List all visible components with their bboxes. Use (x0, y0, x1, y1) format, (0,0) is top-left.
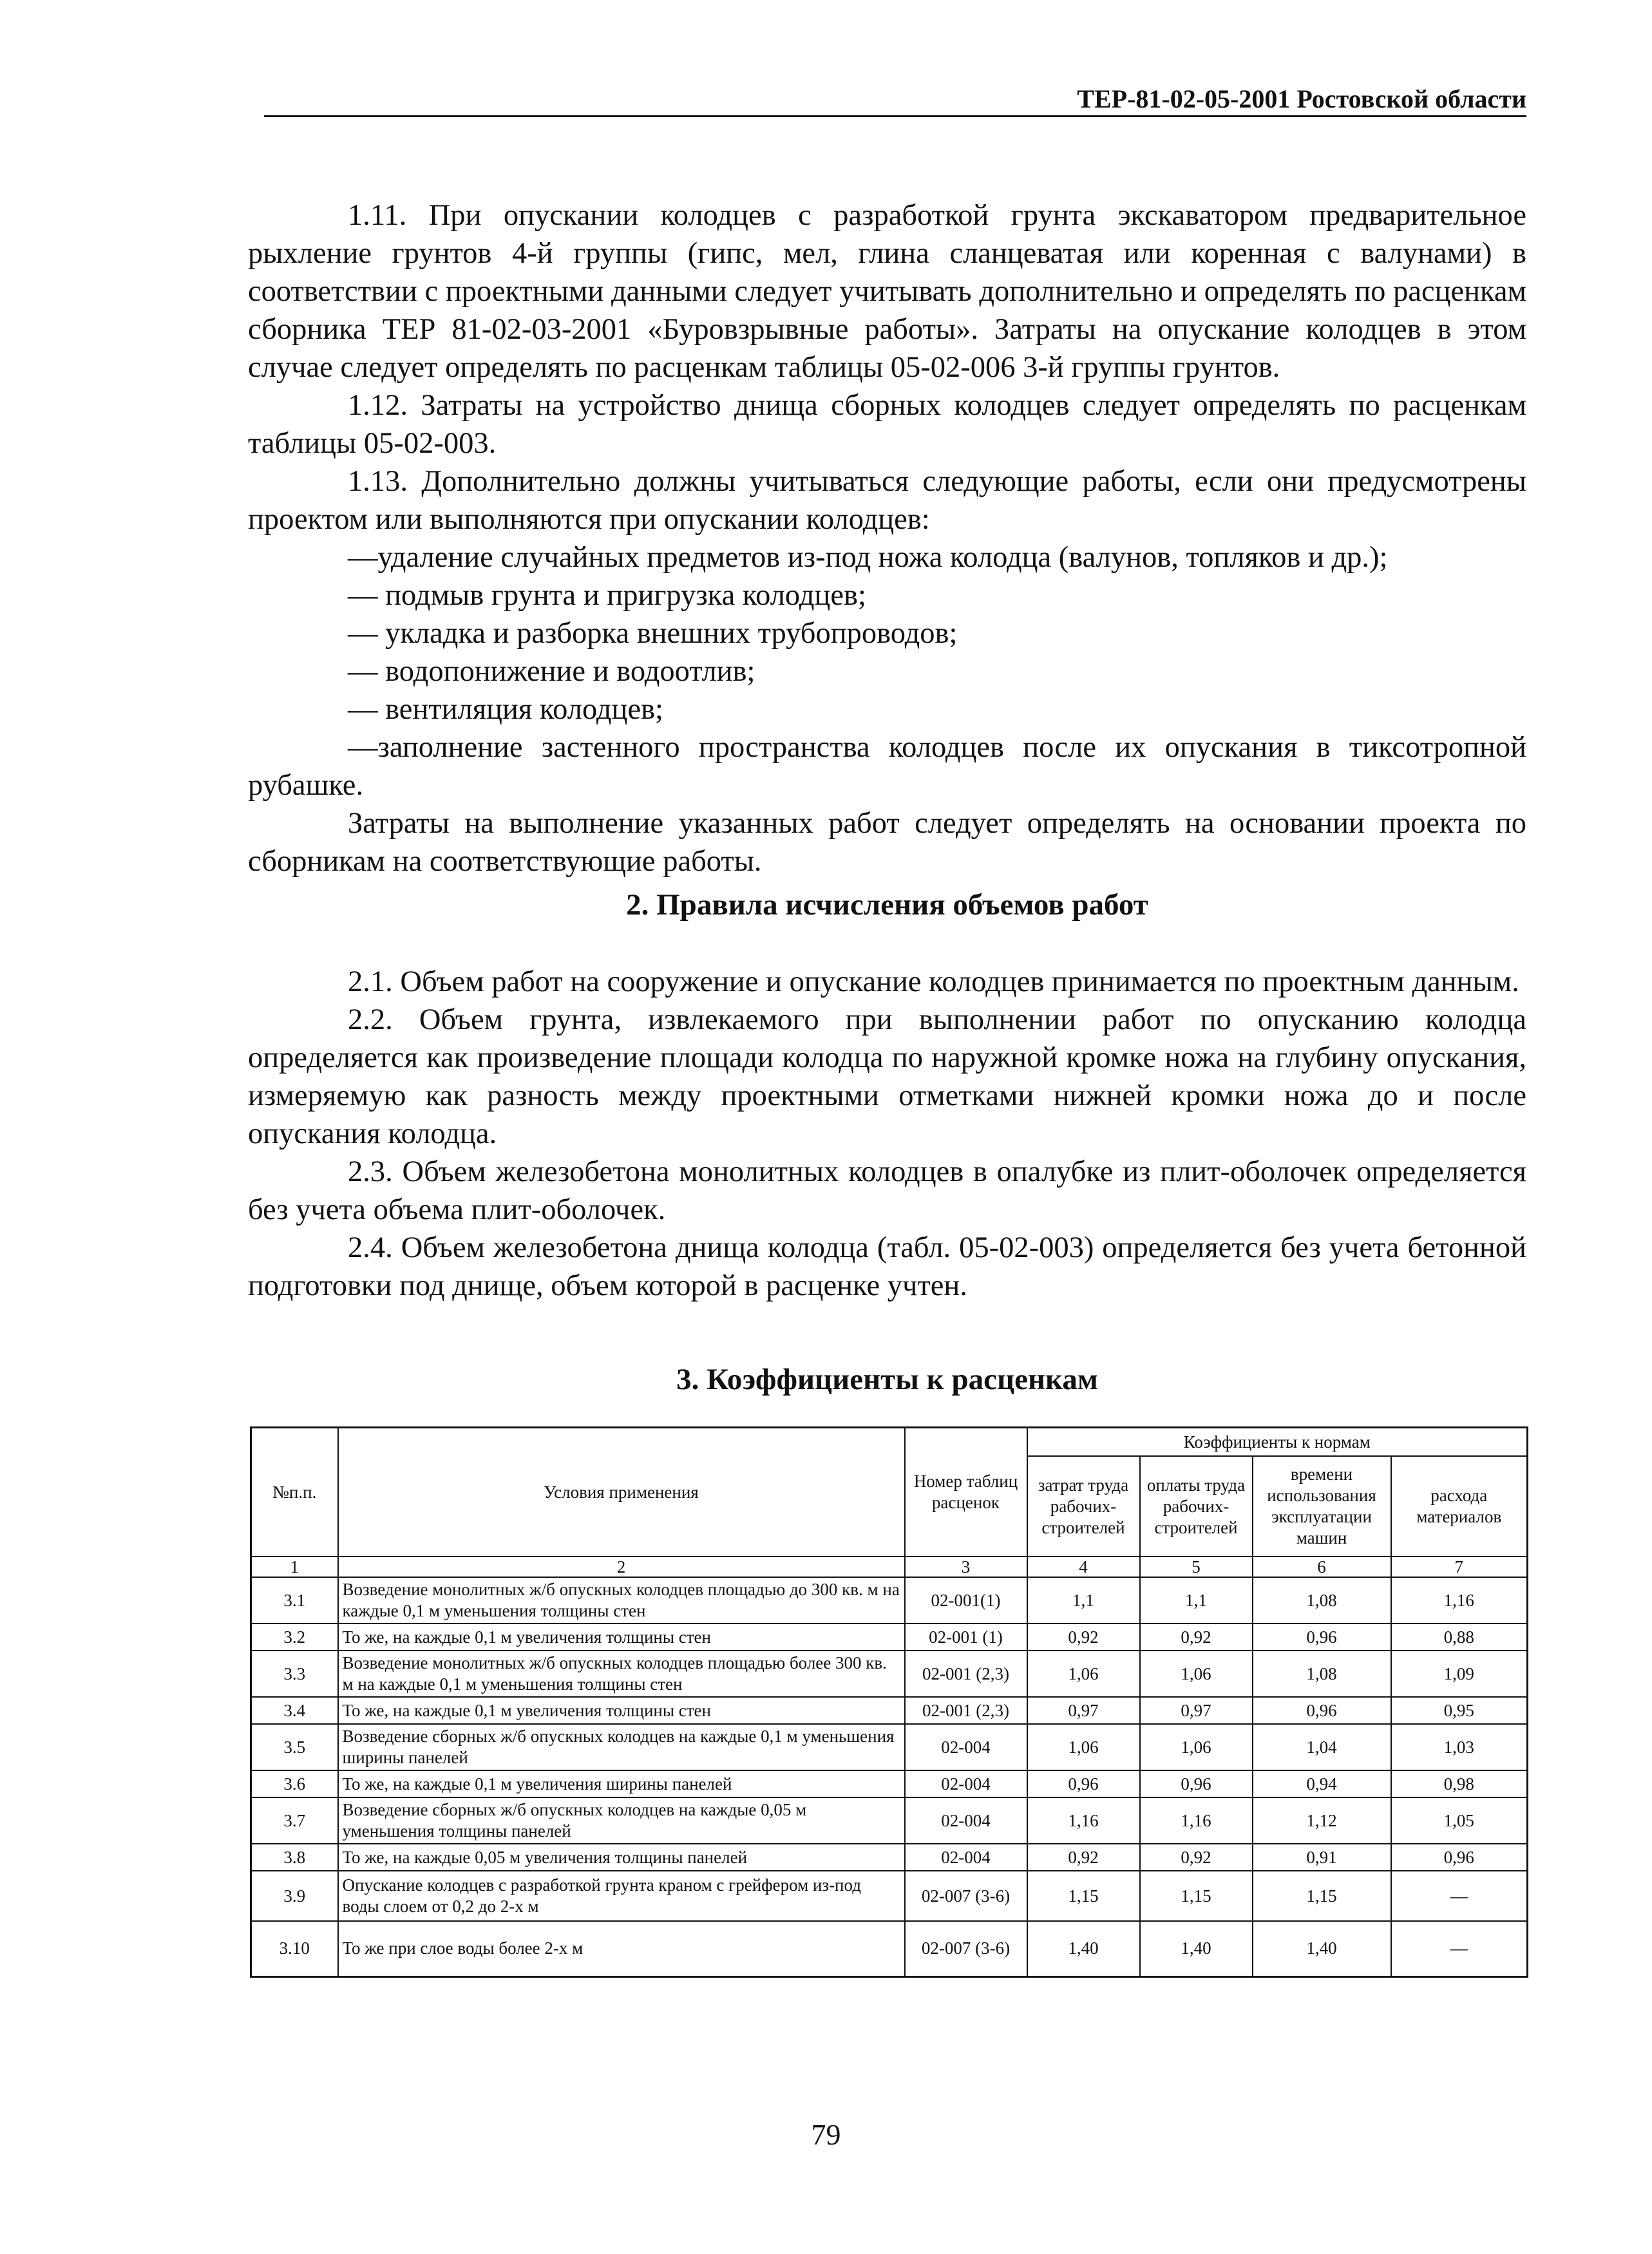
row-condition: То же, на каждые 0,05 м увеличения толщины панелей (338, 1844, 905, 1871)
row-coef-pay: 0,92 (1140, 1624, 1253, 1651)
row-table-no: 02-007 (3-6) (905, 1871, 1027, 1921)
column-number: 7 (1391, 1557, 1528, 1577)
row-condition: Возведение сборных ж/б опускных колодцев на каждые 0,1 м уменьшения ширины панелей (338, 1724, 905, 1770)
row-coef-labor: 1,06 (1027, 1651, 1140, 1697)
row-num: 3.9 (251, 1871, 338, 1921)
row-num: 3.1 (251, 1577, 338, 1624)
row-num: 3.4 (251, 1697, 338, 1724)
row-num: 3.10 (251, 1921, 338, 1976)
row-coef-pay: 1,1 (1140, 1577, 1253, 1624)
row-table-no: 02-001 (2,3) (905, 1651, 1027, 1697)
row-coef-machines: 0,96 (1253, 1697, 1391, 1724)
header-pay: оплаты труда рабочих-строителей (1140, 1456, 1253, 1557)
row-num: 3.6 (251, 1770, 338, 1797)
table-row (251, 1624, 1528, 1651)
row-table-no: 02-001(1) (905, 1577, 1027, 1624)
row-coef-materials: 1,05 (1391, 1797, 1528, 1844)
header-num: №п.п. (251, 1428, 338, 1557)
row-coef-pay: 1,40 (1140, 1921, 1253, 1976)
paragraph-1-11: 1.11. При опускании колодцев с разработкой грунта экскаватором предварительное рыхление грунтов 4-й группы (гипс, мел, глина сланцеватая или коренная с валунами) в соответствии с проектными данными следует учитывать дополнительно и определять по расценкам сборника ТЕР 81-02-03-2001 «Буровзрывные работы». Затраты на опускание колодцев в этом случае следует определять по расценкам таблицы 05-02-006 3-й группы грунтов. (248, 199, 1526, 384)
paragraph-costs: Затраты на выполнение указанных работ следует определять на основании проекта по сборникам на соответствующие работы. (248, 807, 1526, 878)
table-row (251, 1770, 1528, 1797)
row-coef-machines: 1,40 (1253, 1921, 1391, 1976)
header-conditions: Условия применения (338, 1428, 905, 1557)
row-coef-materials: 0,96 (1391, 1844, 1528, 1871)
row-coef-materials: 0,98 (1391, 1770, 1528, 1797)
column-number: 1 (251, 1557, 338, 1577)
paragraph-2-4: 2.4. Объем железобетона днища колодца (табл. 05-02-003) определяется без учета бетонной подготовки под днище, объем которой в расценке учтен. (248, 1231, 1526, 1302)
section2-title: 2. Правила исчисления объемов работ (626, 888, 1148, 922)
row-table-no: 02-004 (905, 1844, 1027, 1871)
section2-body (248, 963, 1526, 1305)
row-coef-machines: 1,08 (1253, 1651, 1391, 1697)
row-coef-materials: 0,88 (1391, 1624, 1528, 1651)
row-coef-labor: 1,40 (1027, 1921, 1140, 1976)
list-item: — вентиляция колодцев; (348, 693, 663, 726)
paragraph-1-12: 1.12. Затраты на устройство днища сборных колодцев следует определять по расценкам таблицы 05-02-003. (248, 389, 1526, 460)
row-coef-pay: 0,92 (1140, 1844, 1253, 1871)
table-row (251, 1697, 1528, 1724)
list-item: — укладка и разборка внешних трубопроводов; (348, 617, 958, 650)
column-number: 4 (1027, 1557, 1140, 1577)
list-item: —удаление случайных предметов из-под ножа колодца (валунов, топляков и др.); (348, 541, 1388, 574)
row-coef-pay: 1,06 (1140, 1651, 1253, 1697)
row-coef-materials: 0,95 (1391, 1697, 1528, 1724)
row-num: 3.5 (251, 1724, 338, 1770)
row-condition: То же при слое воды более 2-х м (338, 1921, 905, 1976)
row-coef-materials: 1,16 (1391, 1577, 1528, 1624)
section1-continuation (248, 196, 1526, 880)
row-table-no: 02-001 (2,3) (905, 1697, 1027, 1724)
table-row (251, 1871, 1528, 1921)
row-coef-machines: 1,08 (1253, 1577, 1391, 1624)
column-number: 5 (1140, 1557, 1253, 1577)
row-coef-materials: — (1391, 1871, 1528, 1921)
table-row (251, 1844, 1528, 1871)
row-condition: То же, на каждые 0,1 м увеличения толщины стен (338, 1697, 905, 1724)
row-coef-labor: 0,96 (1027, 1770, 1140, 1797)
list-item: — водопонижение и водоотлив; (348, 655, 755, 688)
row-num: 3.2 (251, 1624, 338, 1651)
row-coef-labor: 0,92 (1027, 1844, 1140, 1871)
paragraph-2-1: 2.1. Объем работ на сооружение и опускание колодцев принимается по проектным данным. (348, 965, 1519, 998)
table-row (251, 1921, 1528, 1976)
column-number: 6 (1253, 1557, 1391, 1577)
list-item: — подмыв грунта и пригрузка колодцев; (348, 579, 866, 612)
column-number: 3 (905, 1557, 1027, 1577)
header-coef-group: Коэффициенты к нормам (1027, 1428, 1528, 1457)
row-coef-pay: 1,06 (1140, 1724, 1253, 1770)
table-row (251, 1797, 1528, 1844)
row-condition: Опускание колодцев с разработкой грунта краном с грейфером из-под воды слоем от 0,2 до 2-х м (338, 1871, 905, 1921)
row-coef-materials: — (1391, 1921, 1528, 1976)
paragraph-2-3: 2.3. Объем железобетона монолитных колодцев в опалубке из плит-оболочек определяется без учета объема плит-оболочек. (248, 1155, 1526, 1226)
row-coef-labor: 1,16 (1027, 1797, 1140, 1844)
column-number-row (251, 1557, 1528, 1577)
table-row (251, 1651, 1528, 1697)
row-table-no: 02-001 (1) (905, 1624, 1027, 1651)
row-table-no: 02-004 (905, 1797, 1027, 1844)
row-coef-labor: 0,97 (1027, 1697, 1140, 1724)
row-coef-labor: 1,15 (1027, 1871, 1140, 1921)
header-machines: времени использования эксплуатации машин (1253, 1456, 1391, 1557)
row-coef-pay: 1,16 (1140, 1797, 1253, 1844)
row-condition: То же, на каждые 0,1 м увеличения толщины стен (338, 1624, 905, 1651)
header-materials: расхода материалов (1391, 1456, 1528, 1557)
running-header: ТЕР-81-02-05-2001 Ростовской области (264, 84, 1526, 117)
row-coef-machines: 1,12 (1253, 1797, 1391, 1844)
page-number: 79 (811, 2118, 841, 2151)
list-item-last-line1: —заполнение застенного пространства колодцев после их опускания в тиксотропной (348, 731, 1526, 764)
row-num: 3.7 (251, 1797, 338, 1844)
row-condition: Возведение монолитных ж/б опускных колодцев площадью до 300 кв. м на каждые 0,1 м уменьшения толщины стен (338, 1577, 905, 1624)
row-coef-machines: 0,91 (1253, 1844, 1391, 1871)
row-coef-machines: 0,94 (1253, 1770, 1391, 1797)
row-coef-pay: 0,96 (1140, 1770, 1253, 1797)
row-table-no: 02-004 (905, 1724, 1027, 1770)
row-coef-labor: 0,92 (1027, 1624, 1140, 1651)
column-number: 2 (338, 1557, 905, 1577)
row-condition: Возведение монолитных ж/б опускных колодцев площадью более 300 кв. м на каждые 0,1 м уменьшения толщины стен (338, 1651, 905, 1697)
row-coef-machines: 1,15 (1253, 1871, 1391, 1921)
coefficients-table (250, 1426, 1528, 1978)
row-coef-machines: 1,04 (1253, 1724, 1391, 1770)
section3-title: 3. Коэффициенты к расценкам (676, 1363, 1098, 1396)
paragraph-1-13: 1.13. Дополнительно должны учитываться следующие работы, если они предусмотрены проектом или выполняются при опускании колодцев: (248, 465, 1526, 536)
row-coef-pay: 0,97 (1140, 1697, 1253, 1724)
row-num: 3.8 (251, 1844, 338, 1871)
row-condition: То же, на каждые 0,1 м увеличения ширины панелей (338, 1770, 905, 1797)
list-item-last-line2: рубашке. (248, 769, 364, 802)
table-header-row-1 (251, 1428, 1528, 1457)
row-coef-labor: 1,1 (1027, 1577, 1140, 1624)
paragraph-2-2: 2.2. Объем грунта, извлекаемого при выполнении работ по опусканию колодца определяется как произведение площади колодца по наружной кромке ножа на глубину опускания, измеряемую как разность между проектными отметками нижней кромки ножа до и после опускания колодца. (248, 1003, 1526, 1150)
table-row (251, 1577, 1528, 1624)
row-condition: Возведение сборных ж/б опускных колодцев на каждые 0,05 м уменьшения толщины панелей (338, 1797, 905, 1844)
row-table-no: 02-004 (905, 1770, 1027, 1797)
row-table-no: 02-007 (3-6) (905, 1921, 1027, 1976)
row-num: 3.3 (251, 1651, 338, 1697)
header-table-no: Номер таблиц расценок (905, 1428, 1027, 1557)
row-coef-materials: 1,03 (1391, 1724, 1528, 1770)
row-coef-machines: 0,96 (1253, 1624, 1391, 1651)
row-coef-materials: 1,09 (1391, 1651, 1528, 1697)
header-labor: затрат труда рабочих-строителей (1027, 1456, 1140, 1557)
table-row (251, 1724, 1528, 1770)
row-coef-labor: 1,06 (1027, 1724, 1140, 1770)
row-coef-pay: 1,15 (1140, 1871, 1253, 1921)
